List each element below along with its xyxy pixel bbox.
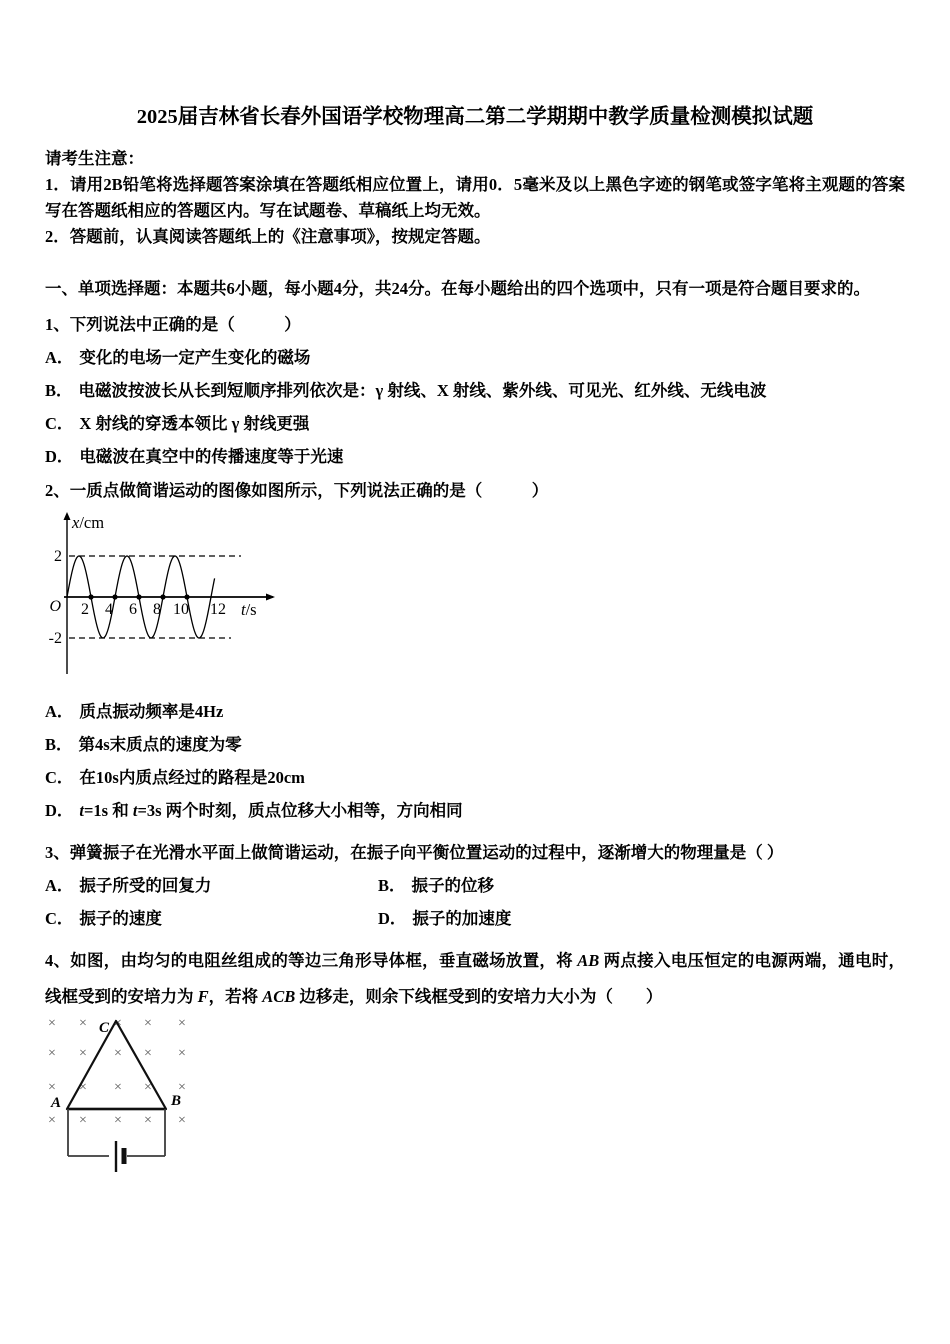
- question-4-figure: [45, 1014, 905, 1187]
- option-label: A．: [45, 702, 74, 721]
- option-label: C．: [45, 909, 74, 928]
- vertex-label-c: C: [98, 1020, 110, 1036]
- option-label: D．: [45, 447, 74, 466]
- option-text: 振子的加速度: [412, 909, 512, 928]
- question-2-option-d: [45, 798, 905, 824]
- field-cross-icon: ×: [79, 1046, 87, 1061]
- field-cross-icon: ×: [79, 1016, 87, 1031]
- field-cross-icon: ×: [144, 1016, 152, 1031]
- question-1-stem: 1、下列说法中正确的是（ ）: [45, 315, 301, 334]
- question-2-stem: 2、一质点做简谐运动的图像如图所示，下列说法正确的是（ ）: [45, 481, 549, 500]
- triangle-frame: [67, 1021, 166, 1109]
- question-3-option-d: [378, 906, 711, 932]
- field-cross-icon: ×: [178, 1046, 186, 1061]
- question-4-stem-line-1: 4、如图，由均匀的电阻丝组成的等边三角形导体框，垂直磁场放置，将 AB 两点接入电压恒定的电源两端，通电时，: [45, 951, 906, 970]
- question-2-options: [45, 699, 905, 824]
- origin-label: O: [49, 598, 61, 615]
- question-3-option-a: [45, 873, 378, 899]
- question-3-option-b: [378, 873, 711, 899]
- option-text: t=1s 和 t=3s 两个时刻，质点位移大小相等，方向相同: [79, 801, 463, 820]
- x-tick-label: 12: [210, 601, 226, 618]
- field-cross-icon: ×: [144, 1113, 152, 1128]
- option-text: 振子的位移: [411, 876, 495, 895]
- option-text: X 射线的穿透本领比 γ 射线更强: [79, 414, 310, 433]
- field-cross-icon: ×: [114, 1046, 122, 1061]
- field-cross-icon: ×: [178, 1080, 186, 1095]
- option-label: B．: [45, 735, 73, 754]
- oscillation-x-t-chart: [45, 510, 285, 678]
- field-cross-icon: ×: [48, 1016, 56, 1031]
- section-heading: 一、单项选择题：本题共6小题，每小题4分，共24分。在每小题给出的四个选项中，只有一项是符合题目要求的。: [45, 279, 870, 298]
- field-cross-icon: ×: [114, 1016, 122, 1031]
- question-3-stem: 3、弹簧振子在光滑水平面上做简谐运动，在振子向平衡位置运动的过程中，逐渐增大的物理量是（ ）: [45, 843, 784, 862]
- page-title: 2025届吉林省长春外国语学校物理高二第二学期期中教学质量检测模拟试题: [136, 106, 814, 128]
- x-tick-label: 2: [81, 601, 89, 618]
- x-axis-title: t/s: [241, 600, 257, 619]
- field-cross-icon: ×: [178, 1113, 186, 1128]
- question-1-option-c: [45, 411, 905, 437]
- option-label: A．: [45, 876, 74, 895]
- field-cross-icon: ×: [48, 1080, 56, 1095]
- question-3-option-c: [45, 906, 378, 932]
- option-text: 第4s末质点的速度为零: [78, 735, 242, 754]
- option-text: 振子所受的回复力: [79, 876, 212, 895]
- option-text: 电磁波按波长从长到短顺序排列依次是：γ 射线、X 射线、紫外线、可见光、红外线、无线电波: [78, 381, 767, 400]
- question-2-option-a: [45, 699, 905, 725]
- field-cross-icon: ×: [178, 1016, 186, 1031]
- notice-item-2: 2．答题前，认真阅读答题纸上的《注意事项》，按规定答题。: [45, 227, 491, 246]
- question-1-option-b: [45, 378, 905, 404]
- option-text: 电磁波在真空中的传播速度等于光速: [79, 447, 344, 466]
- question-2-graph: [45, 510, 905, 683]
- field-cross-icon: ×: [114, 1113, 122, 1128]
- x-tick-label: 6: [129, 601, 137, 618]
- option-text: 在10s内质点经过的路程是20cm: [79, 768, 305, 787]
- question-2-option-c: [45, 765, 905, 791]
- option-label: C．: [45, 414, 74, 433]
- y-axis-arrow: [64, 512, 71, 520]
- vertex-label-b: B: [170, 1093, 182, 1109]
- x-tick-label: 4: [105, 601, 113, 618]
- option-text: 振子的速度: [79, 909, 162, 928]
- notice-item-1: 1．请用2B铅笔将选择题答案涂填在答题纸相应位置上，请用0．5毫米及以上黑色字迹的钢笔或签字笔将主观题的答案写在答题纸相应的答题区内。写在试题卷、草稿纸上均无效。: [45, 175, 905, 220]
- question-3-options-row-2: [45, 906, 905, 932]
- x-tick-label: 10: [173, 601, 189, 618]
- option-label: D．: [378, 909, 407, 928]
- y-tick-label: -2: [48, 630, 62, 647]
- field-cross-icon: ×: [48, 1113, 56, 1128]
- option-label: A．: [45, 348, 74, 367]
- vertex-label-a: A: [50, 1095, 62, 1111]
- field-cross-icon: ×: [144, 1046, 152, 1061]
- question-1-option-d: [45, 444, 905, 470]
- option-label: C．: [45, 768, 74, 787]
- option-label: D．: [45, 801, 74, 820]
- notice-heading: 请考生注意：: [45, 149, 144, 168]
- option-label: B．: [378, 876, 406, 895]
- option-text: 变化的电场一定产生变化的磁场: [79, 348, 311, 367]
- x-tick-label: 8: [153, 601, 161, 618]
- field-cross-icon: ×: [79, 1113, 87, 1128]
- question-2-option-b: [45, 732, 905, 758]
- question-3-options-row-1: [45, 873, 905, 899]
- y-tick-label: 2: [54, 548, 62, 565]
- triangle-circuit-in-field-figure: [45, 1014, 250, 1182]
- question-4-stem-line-2: 线框受到的安培力为 F，若将 ACB 边移走，则余下线框受到的安培力大小为（ ）: [45, 987, 663, 1006]
- y-axis-title: x/cm: [72, 513, 105, 532]
- field-cross-icon: ×: [114, 1080, 122, 1095]
- field-cross-icon: ×: [48, 1046, 56, 1061]
- x-axis-arrow: [266, 594, 275, 601]
- question-1-option-a: [45, 345, 905, 371]
- field-cross-icon: ×: [144, 1080, 152, 1095]
- option-text: 质点振动频率是4Hz: [79, 702, 224, 721]
- field-cross-icon: ×: [79, 1080, 87, 1095]
- option-label: B．: [45, 381, 73, 400]
